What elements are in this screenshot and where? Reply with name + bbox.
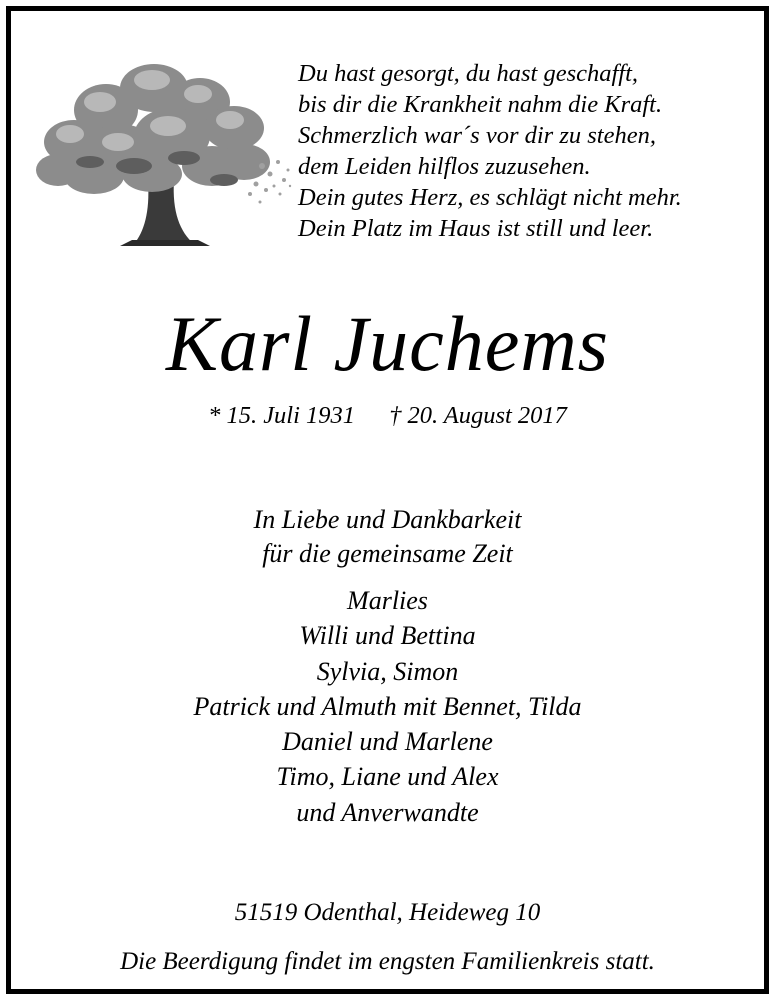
life-dates [0, 400, 775, 432]
mourner-line: Willi und Bettina [299, 621, 476, 651]
verse-line: Dein gutes Herz, es schlägt nicht mehr. [298, 184, 682, 211]
funeral-note: Die Beerdigung findet im engsten Familienkreis statt. [120, 948, 655, 975]
mourner-line: Patrick und Almuth mit Bennet, Tilda [193, 691, 582, 721]
mourner-line: Sylvia, Simon [316, 656, 459, 686]
address: 51519 Odenthal, Heideweg 10 [234, 899, 541, 926]
birth-date: * 15. Juli 1931 [208, 402, 356, 429]
verse-line: bis dir die Krankheit nahm die Kraft. [298, 91, 663, 118]
verse [298, 58, 758, 244]
verse-line: Schmerzlich war´s vor dir zu stehen, [298, 122, 656, 149]
dedication [0, 503, 775, 571]
mourner-line: Timo, Liane und Alex [276, 762, 499, 792]
tree-icon [34, 62, 294, 252]
mourner-line: Daniel und Marlene [282, 727, 493, 757]
mourner-line: Marlies [347, 586, 428, 615]
mourners-list [0, 583, 775, 830]
deceased-name: Karl Juchems [165, 300, 610, 387]
dedication-line: für die gemeinsame Zeit [262, 539, 513, 568]
verse-line: dem Leiden hilflos zuzusehen. [298, 153, 591, 180]
death-date: † 20. August 2017 [389, 402, 567, 429]
dedication-line: In Liebe und Dankbarkeit [253, 505, 522, 534]
verse-line: Du hast gesorgt, du hast geschafft, [298, 60, 639, 87]
verse-line: Dein Platz im Haus ist still und leer. [298, 215, 654, 242]
mourner-line: und Anverwandte [296, 797, 479, 827]
